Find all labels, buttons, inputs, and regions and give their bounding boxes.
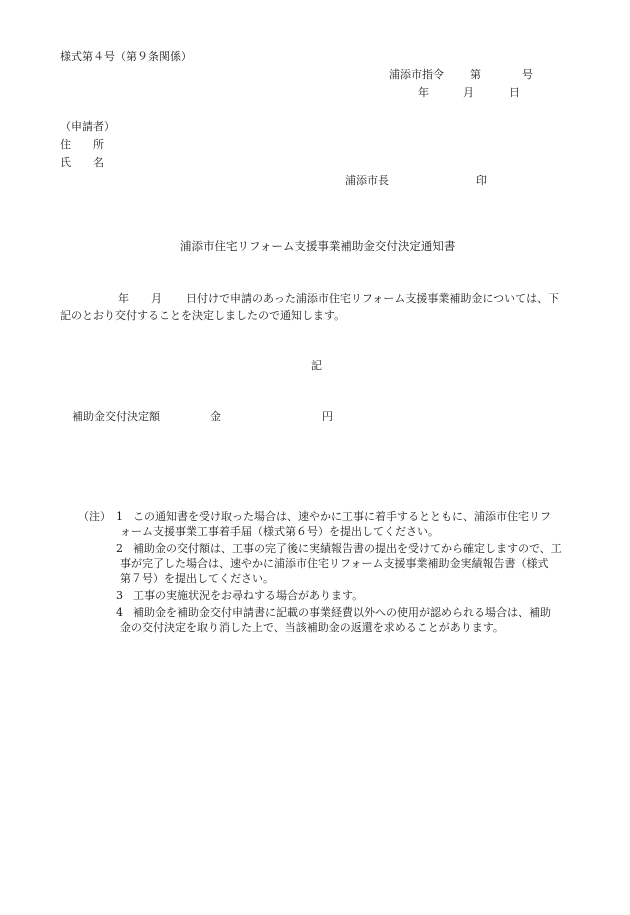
issue-number-prefix: 第 [470, 68, 481, 81]
document-title: 浦添市住宅リフォーム支援事業補助金交付決定通知書 [180, 239, 456, 253]
body-line-2: 記のとおり交付することを決定しましたので通知します。 [60, 309, 346, 322]
issue-number-suffix: 号 [522, 68, 533, 81]
note-4-line-2: 金の交付決定を取り消した上で、当該補助金の返還を求めることがあります。 [120, 621, 504, 634]
note-4-number: 4 [116, 606, 123, 619]
mayor-title: 浦添市長 [345, 174, 389, 187]
note-2-line-3: 第７号）を提出してください。 [120, 572, 274, 585]
issue-date-year: 年 [418, 86, 429, 99]
issue-date-month: 月 [463, 86, 474, 99]
note-4-line-1: 補助金を補助金交付申請書に記載の事業経費以外への使用が認められる場合は、補助 [133, 606, 551, 619]
note-3-line-1: 工事の実施状況をお尋ねする場合があります。 [133, 589, 364, 602]
seal-mark: 印 [476, 174, 487, 187]
issue-date-day: 日 [509, 86, 520, 99]
note-2-number: 2 [116, 542, 123, 555]
body-month: 月 [151, 292, 162, 305]
issue-office: 浦添市指令 [389, 68, 444, 81]
body-line-1: 日付けで申請のあった浦添市住宅リフォーム支援事業補助金については、下 [186, 292, 560, 305]
applicant-name-label: 氏 名 [60, 156, 104, 169]
notes-label: （注） [78, 510, 111, 523]
amount-kin: 金 [210, 410, 221, 423]
amount-yen: 円 [322, 410, 333, 423]
note-2-line-1: 補助金の交付額は、工事の完了後に実績報告書の提出を受けてから確定しますので、工 [133, 542, 562, 555]
note-1-line-1: この通知書を受け取った場合は、速やかに工事に着手するとともに、浦添市住宅リフ [133, 510, 551, 523]
body-year: 年 [118, 292, 129, 305]
amount-label: 補助金交付決定額 [72, 410, 160, 423]
applicant-heading: （申請者） [60, 120, 115, 133]
note-1-line-2: ォーム支援事業工事着手届（様式第６号）を提出してください。 [120, 525, 439, 538]
note-3-number: 3 [116, 589, 123, 602]
ki-heading: 記 [311, 359, 322, 372]
note-1-number: 1 [116, 510, 123, 523]
note-2-line-2: 事が完了した場合は、速やかに浦添市住宅リフォーム支援事業補助金実績報告書（様式 [120, 557, 549, 570]
form-number-label: 様式第４号（第９条関係） [60, 50, 192, 63]
applicant-address-label: 住 所 [60, 138, 104, 151]
